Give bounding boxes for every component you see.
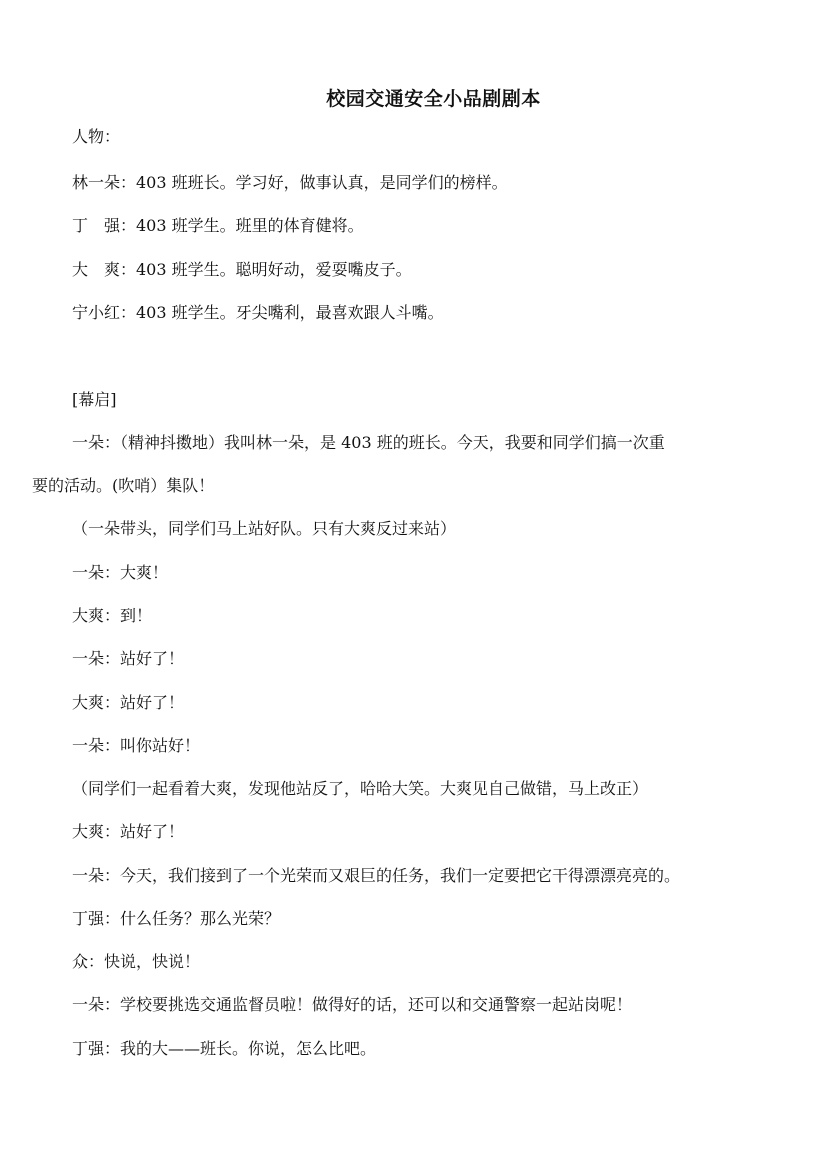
text-line-character-lin-yiduo: 林一朵：403 班班长。学习好，做事认真，是同学们的榜样。 — [72, 173, 508, 192]
text-line-character-ding-qiang: 丁 强：403 班学生。班里的体育健将。 — [72, 216, 364, 235]
text-line-character-da-shuang: 大 爽：403 班学生。聪明好动，爱耍嘴皮子。 — [72, 260, 412, 279]
document-title: 校园交通安全小品剧剧本 — [326, 88, 541, 110]
text-line-stage-direction: （一朵带头，同学们马上站好队。只有大爽反过来站） — [72, 519, 457, 538]
text-line-dialogue: 大爽：到！ — [72, 606, 153, 625]
text-line-characters-heading: 人物： — [72, 127, 121, 146]
text-line-dialogue: 大爽：站好了！ — [72, 822, 185, 841]
text-line-dialogue-continued: 要的活动。(吹哨）集队！ — [32, 476, 215, 495]
text-line-dialogue: 一朵：（精神抖擞地）我叫林一朵，是 403 班的班长。今天，我要和同学们搞一次重 — [72, 433, 665, 452]
text-line-character-ning-xiaohong: 宁小红：403 班学生。牙尖嘴利，最喜欢跟人斗嘴。 — [72, 303, 444, 322]
text-line-dialogue: 一朵：学校要挑选交通监督员啦！做得好的话，还可以和交通警察一起站岗呢！ — [72, 995, 633, 1014]
text-line-stage-direction: （同学们一起看着大爽，发现他站反了，哈哈大笑。大爽见自己做错，马上改正） — [72, 779, 649, 798]
text-line-dialogue: 大爽：站好了！ — [72, 693, 185, 712]
text-line-dialogue: 众：快说，快说！ — [72, 952, 201, 971]
text-line-dialogue: 一朵：大爽！ — [72, 563, 169, 582]
text-line-dialogue: 丁强：什么任务？那么光荣？ — [72, 909, 281, 928]
text-line-dialogue: 一朵：站好了！ — [72, 649, 185, 668]
text-line-dialogue: 丁强：我的大——班长。你说，怎么比吧。 — [72, 1039, 377, 1058]
text-line-curtain-open: [幕启] — [72, 390, 117, 409]
text-line-dialogue: 一朵：今天，我们接到了一个光荣而又艰巨的任务，我们一定要把它干得漂漂亮亮的。 — [72, 866, 681, 885]
text-line-dialogue: 一朵：叫你站好！ — [72, 736, 201, 755]
